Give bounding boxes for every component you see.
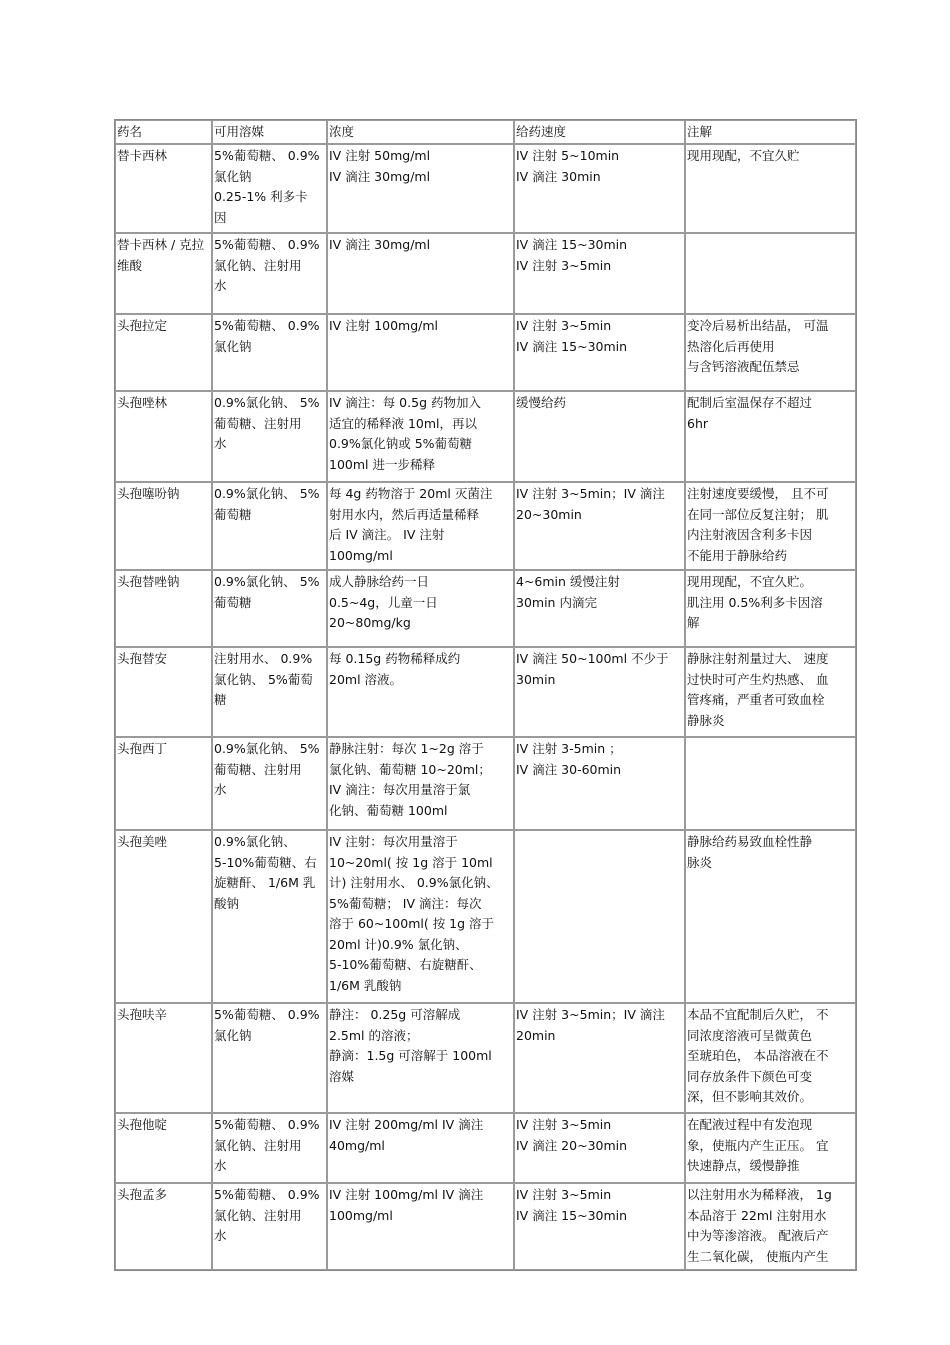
header-rate: 给药速度 xyxy=(514,120,685,144)
cell-line: IV 注射 50mg/ml xyxy=(329,148,431,163)
cell-drug-name: 替卡西林 xyxy=(115,144,212,233)
table-row xyxy=(115,233,856,314)
cell-line: 水 xyxy=(214,1158,227,1173)
cell-line: 氯化钠、注射用 xyxy=(214,257,302,273)
document-page xyxy=(114,119,855,1271)
cell-line: 0.9%氯化钠、 5% xyxy=(214,395,320,410)
cell-line: 静脉炎 xyxy=(687,712,725,728)
cell-line: 解 xyxy=(687,615,700,630)
cell-line: IV 注射 3~5min xyxy=(516,1187,612,1202)
cell-solvent xyxy=(212,233,327,314)
cell-line: 以注射用水为稀释液， 1g xyxy=(687,1187,832,1202)
cell-line: 5%葡萄糖、 0.9% xyxy=(214,237,320,252)
cell-line: IV 注射 200mg/ml IV 滴注 xyxy=(329,1117,484,1132)
cell-solvent xyxy=(212,830,327,1003)
cell-notes xyxy=(685,737,856,830)
cell-line: IV 注射 3~5min；IV 滴注 xyxy=(516,1007,665,1022)
cell-line: 象，使瓶内产生正压。 宜 xyxy=(687,1137,829,1153)
cell-line: 氯化钠 xyxy=(214,168,252,184)
table-row xyxy=(115,647,856,737)
cell-concentration xyxy=(327,1113,514,1183)
cell-line: 同存放条件下颜色可变 xyxy=(687,1068,813,1084)
cell-line: 20ml 溶液。 xyxy=(329,671,403,687)
cell-line: 快速静点，缓慢静推 xyxy=(687,1158,800,1173)
cell-line: 内注射液因含利多卡因 xyxy=(687,527,813,542)
table-row xyxy=(115,144,856,233)
cell-line: 6hr xyxy=(687,415,709,431)
cell-line: IV 注射：每次用量溶于 xyxy=(329,834,458,849)
cell-line: 不能用于静脉给药 xyxy=(687,547,788,563)
cell-drug-name: 头孢替唑钠 xyxy=(115,570,212,647)
cell-line: 注射用水、 0.9% xyxy=(214,651,313,666)
cell-notes xyxy=(685,391,856,482)
cell-line: IV 注射 3-5min ； xyxy=(516,741,622,756)
cell-line: 配制后室温保存不超过 xyxy=(687,395,813,410)
cell-notes xyxy=(685,233,856,314)
cell-rate xyxy=(514,482,685,570)
cell-line: IV 注射 5~10min xyxy=(516,148,620,163)
cell-line: 本品溶于 22ml 注射用水 xyxy=(687,1207,827,1223)
header-drug-name: 药名 xyxy=(115,120,212,144)
cell-concentration xyxy=(327,233,514,314)
cell-drug-name: 头孢唑林 xyxy=(115,391,212,482)
cell-concentration xyxy=(327,830,514,1003)
cell-concentration xyxy=(327,314,514,391)
cell-rate xyxy=(514,737,685,830)
cell-line: 0.5~4g，儿童一日 xyxy=(329,594,438,610)
cell-line: IV 滴注 15~30min xyxy=(516,237,628,252)
cell-solvent xyxy=(212,1183,327,1270)
cell-line: 化钠、葡萄糖 100ml xyxy=(329,802,448,818)
cell-rate xyxy=(514,391,685,482)
cell-line: IV 注射 3~5min xyxy=(516,1117,612,1132)
cell-line: 每 0.15g 药物稀释成约 xyxy=(329,651,461,666)
cell-line: 20min xyxy=(516,1027,556,1043)
cell-rate xyxy=(514,1003,685,1113)
cell-concentration xyxy=(327,482,514,570)
cell-line: 葡萄糖、注射用 xyxy=(214,415,302,431)
cell-solvent xyxy=(212,1003,327,1113)
cell-line: 中为等渗溶液。 配液后产 xyxy=(687,1228,829,1243)
cell-line: 100mg/ml xyxy=(329,547,393,563)
cell-line: IV 注射 3~5min；IV 滴注 xyxy=(516,486,665,501)
cell-line: IV 注射 3~5min xyxy=(516,257,612,273)
cell-drug-name: 头孢拉定 xyxy=(115,314,212,391)
cell-line: 1/6M 乳酸钠 xyxy=(329,977,402,993)
table-row xyxy=(115,1003,856,1113)
cell-line: 缓慢给药 xyxy=(516,395,567,410)
cell-notes xyxy=(685,830,856,1003)
cell-notes xyxy=(685,647,856,737)
cell-line: 静脉注射剂量过大、 速度 xyxy=(687,651,829,666)
cell-line: 静滴：1.5g 可溶解于 100ml xyxy=(329,1048,492,1063)
cell-line: IV 注射 100mg/ml IV 滴注 xyxy=(329,1187,484,1202)
cell-line: 2.5ml 的溶液； xyxy=(329,1027,419,1043)
header-solvent: 可用溶媒 xyxy=(212,120,327,144)
cell-line: IV 滴注 15~30min xyxy=(516,1207,628,1223)
cell-line: 射用水内，然后再适量稀释 xyxy=(329,506,480,522)
cell-notes xyxy=(685,1183,856,1270)
cell-line: 旋糖酐、 1/6M 乳 xyxy=(214,875,316,890)
cell-line: IV 滴注 15~30min xyxy=(516,338,628,354)
cell-line: 水 xyxy=(214,1228,227,1243)
cell-solvent xyxy=(212,647,327,737)
cell-line: 5%葡萄糖、 0.9% xyxy=(214,1007,320,1022)
cell-line: 5-10%葡萄糖、右旋糖酐、 xyxy=(329,957,482,972)
cell-line: 现用现配，不宜久贮 xyxy=(687,148,800,163)
cell-line: 4~6min 缓慢注射 xyxy=(516,574,620,589)
cell-line: 氯化钠、葡萄糖 10~20ml； xyxy=(329,761,491,777)
cell-line: IV 注射 100mg/ml xyxy=(329,318,439,333)
cell-line: IV 滴注 20~30min xyxy=(516,1137,628,1153)
cell-rate xyxy=(514,570,685,647)
table-row xyxy=(115,737,856,830)
cell-line: 脉炎 xyxy=(687,854,713,870)
cell-solvent xyxy=(212,144,327,233)
cell-drug-name: 头孢孟多 xyxy=(115,1183,212,1270)
cell-concentration xyxy=(327,391,514,482)
cell-line: 5%葡萄糖、 0.9% xyxy=(214,318,320,333)
table-row xyxy=(115,1113,856,1183)
cell-notes xyxy=(685,482,856,570)
cell-concentration xyxy=(327,647,514,737)
header-notes: 注解 xyxy=(685,120,856,144)
cell-notes xyxy=(685,1003,856,1113)
cell-solvent xyxy=(212,570,327,647)
cell-line: 同浓度溶液可呈微黄色 xyxy=(687,1027,813,1043)
cell-line: 30min 内滴完 xyxy=(516,594,597,610)
cell-line: IV 注射 3~5min xyxy=(516,318,612,333)
cell-line: 每 4g 药物溶于 20ml 灭菌注 xyxy=(329,486,493,501)
cell-line: 葡萄糖 xyxy=(214,594,252,610)
cell-line: 本品不宜配制后久贮， 不 xyxy=(687,1007,829,1022)
cell-line: 氯化钠 xyxy=(214,338,252,354)
cell-line: 20~30min xyxy=(516,506,582,522)
cell-drug-name: 替卡西林 / 克拉维酸 xyxy=(115,233,212,314)
cell-line: 10~20ml( 按 1g 溶于 10ml xyxy=(329,854,493,870)
cell-line: 静脉给药易致血栓性静 xyxy=(687,834,813,849)
cell-line: IV 滴注：每 0.5g 药物加入 xyxy=(329,395,481,410)
cell-line: 氯化钠、 5%葡萄 xyxy=(214,671,313,687)
cell-line: 0.25-1% 利多卡 xyxy=(214,189,308,204)
cell-rate xyxy=(514,233,685,314)
cell-solvent xyxy=(212,482,327,570)
table-row xyxy=(115,482,856,570)
cell-line: 氯化钠、注射用 xyxy=(214,1137,302,1153)
cell-concentration xyxy=(327,1003,514,1113)
cell-line: 氯化钠 xyxy=(214,1027,252,1043)
cell-rate xyxy=(514,144,685,233)
cell-line: 100mg/ml xyxy=(329,1207,393,1223)
cell-drug-name: 头孢替安 xyxy=(115,647,212,737)
cell-line: 水 xyxy=(214,436,227,451)
cell-line: IV 滴注 50~100ml 不少于 xyxy=(516,651,669,666)
cell-rate xyxy=(514,1183,685,1270)
cell-line: IV 滴注 30mg/ml xyxy=(329,168,431,184)
cell-line: 0.9%氯化钠、 5% xyxy=(214,574,320,589)
cell-line: 静脉注射：每次 1~2g 溶于 xyxy=(329,741,484,756)
cell-line: IV 滴注：每次用量溶于氯 xyxy=(329,782,471,797)
cell-line: 过快时可产生灼热感、 血 xyxy=(687,671,829,687)
cell-notes xyxy=(685,1113,856,1183)
cell-notes xyxy=(685,144,856,233)
cell-line: 后 IV 滴注。 IV 注射 xyxy=(329,527,445,542)
cell-line: 0.9%氯化钠、 5% xyxy=(214,741,320,756)
cell-line: 注射速度要缓慢， 且不可 xyxy=(687,486,829,501)
cell-line: 糖 xyxy=(214,692,227,707)
cell-line: 5%葡萄糖； IV 滴注：每次 xyxy=(329,895,482,911)
cell-line: 计) 注射用水、 0.9%氯化钠、 xyxy=(329,875,499,890)
cell-rate xyxy=(514,314,685,391)
cell-line: 适宜的稀释液 10ml，再以 xyxy=(329,415,478,431)
cell-drug-name: 头孢西丁 xyxy=(115,737,212,830)
cell-line: 成人静脉给药一日 xyxy=(329,574,430,589)
cell-drug-name: 头孢噻吩钠 xyxy=(115,482,212,570)
cell-solvent xyxy=(212,314,327,391)
cell-concentration xyxy=(327,737,514,830)
drug-table xyxy=(114,119,857,1271)
cell-line: 5%葡萄糖、 0.9% xyxy=(214,148,320,163)
cell-line: 20~80mg/kg xyxy=(329,615,411,630)
cell-line: 静注： 0.25g 可溶解成 xyxy=(329,1007,461,1022)
cell-solvent xyxy=(212,1113,327,1183)
cell-line: 酸钠 xyxy=(214,895,240,911)
cell-line: 现用现配，不宜久贮。 xyxy=(687,574,813,589)
cell-solvent xyxy=(212,737,327,830)
cell-drug-name: 头孢美唑 xyxy=(115,830,212,1003)
cell-line: 30min xyxy=(516,671,556,687)
table-row xyxy=(115,391,856,482)
cell-line: 0.9%氯化钠、 xyxy=(214,834,296,849)
cell-line: 0.9%氯化钠、 5% xyxy=(214,486,320,501)
cell-line: 在配液过程中有发泡现 xyxy=(687,1117,813,1132)
cell-concentration xyxy=(327,570,514,647)
cell-line: 管疼痛，严重者可致血栓 xyxy=(687,692,825,707)
cell-line: 溶于 60~100ml( 按 1g 溶于 xyxy=(329,916,495,931)
cell-line: 5-10%葡萄糖、右 xyxy=(214,854,317,870)
cell-line: 葡萄糖、注射用 xyxy=(214,761,302,777)
cell-line: 生二氧化碳， 使瓶内产生 xyxy=(687,1248,829,1264)
cell-drug-name: 头孢他啶 xyxy=(115,1113,212,1183)
cell-solvent xyxy=(212,391,327,482)
table-row xyxy=(115,570,856,647)
cell-line: 葡萄糖 xyxy=(214,506,252,522)
cell-drug-name: 头孢呋辛 xyxy=(115,1003,212,1113)
cell-concentration xyxy=(327,1183,514,1270)
cell-line: 5%葡萄糖、 0.9% xyxy=(214,1117,320,1132)
cell-line: 因 xyxy=(214,209,227,225)
cell-concentration xyxy=(327,144,514,233)
cell-line: 深，但不影响其效价。 xyxy=(687,1089,813,1104)
cell-line: 0.9%氯化钠或 5%葡萄糖 xyxy=(329,436,473,451)
cell-line: 至琥珀色， 本品溶液在不 xyxy=(687,1048,829,1063)
cell-notes xyxy=(685,314,856,391)
cell-line: 与含钙溶液配伍禁忌 xyxy=(687,359,800,374)
cell-line: IV 滴注 30min xyxy=(516,168,601,184)
cell-line: 变冷后易析出结晶， 可温 xyxy=(687,318,829,333)
table-header-row xyxy=(115,120,856,144)
table-row xyxy=(115,830,856,1003)
cell-line: 100ml 进一步稀释 xyxy=(329,456,435,472)
cell-line: 40mg/ml xyxy=(329,1137,385,1153)
cell-notes xyxy=(685,570,856,647)
cell-line: 溶媒 xyxy=(329,1068,355,1084)
cell-line: 肌注用 0.5%利多卡因溶 xyxy=(687,594,823,610)
cell-line: 水 xyxy=(214,782,227,797)
header-concentration: 浓度 xyxy=(327,120,514,144)
cell-line: 水 xyxy=(214,278,227,293)
cell-line: 5%葡萄糖、 0.9% xyxy=(214,1187,320,1202)
cell-rate xyxy=(514,830,685,1003)
table-row xyxy=(115,314,856,391)
cell-rate xyxy=(514,647,685,737)
cell-rate xyxy=(514,1113,685,1183)
table-row xyxy=(115,1183,856,1270)
cell-line: 20ml 计)0.9% 氯化钠、 xyxy=(329,936,468,952)
cell-line: IV 滴注 30mg/ml xyxy=(329,237,431,252)
cell-line: 热溶化后再使用 xyxy=(687,338,775,354)
cell-line: 氯化钠、注射用 xyxy=(214,1207,302,1223)
cell-line: IV 滴注 30-60min xyxy=(516,761,622,777)
cell-line: 在同一部位反复注射； 肌 xyxy=(687,506,829,522)
